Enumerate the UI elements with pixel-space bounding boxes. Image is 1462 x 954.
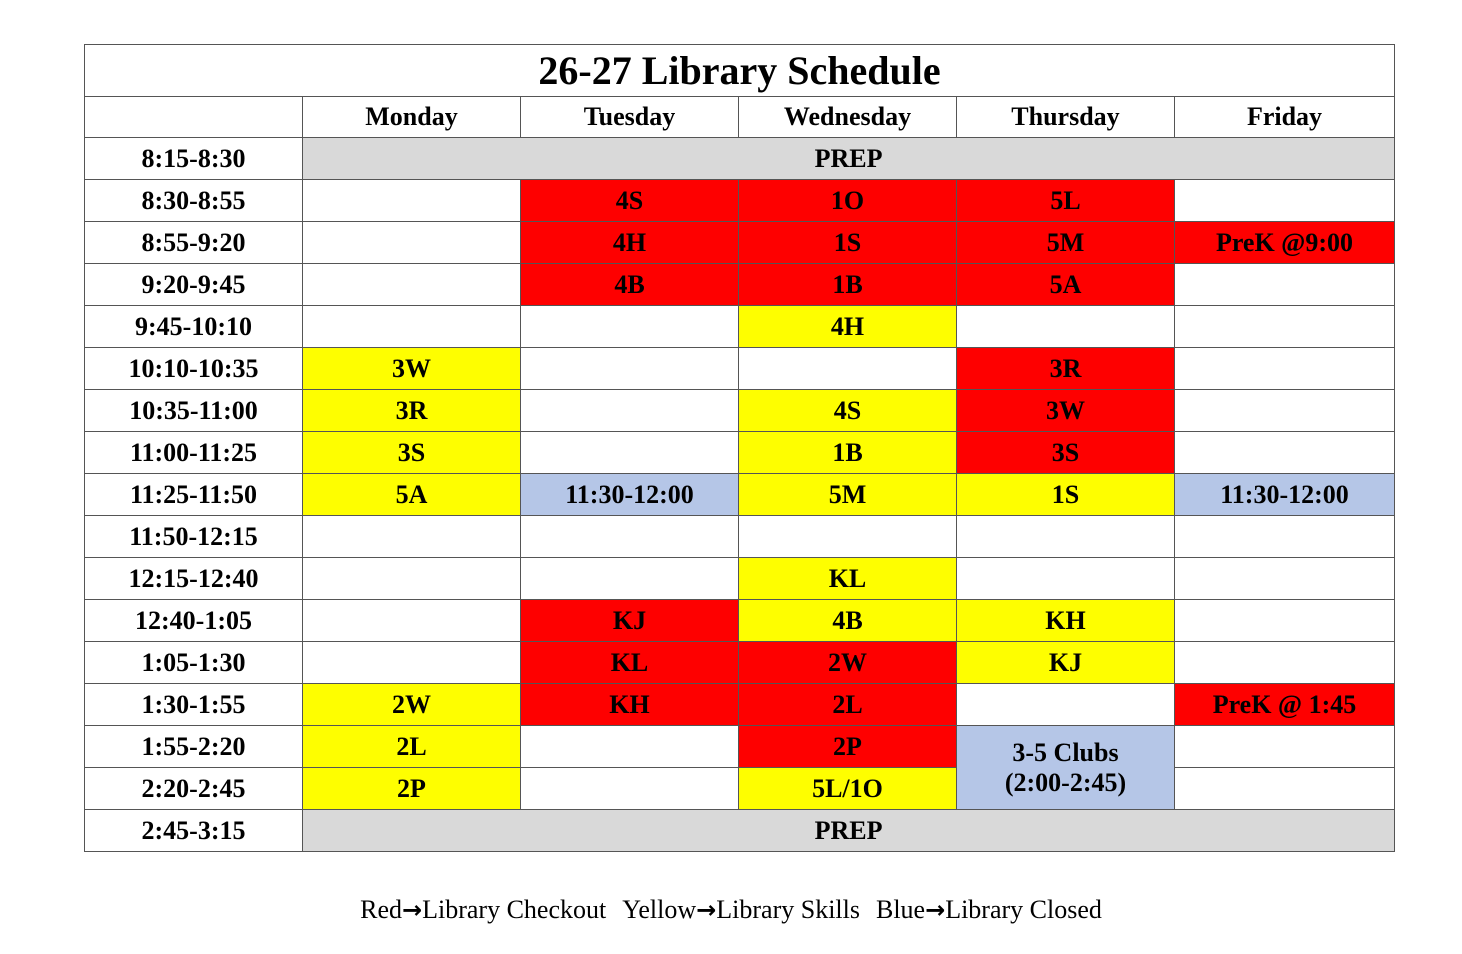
empty-cell (1175, 390, 1395, 432)
class-cell: KJ (521, 600, 739, 642)
schedule-row (85, 810, 1395, 852)
class-cell: 3R (957, 348, 1175, 390)
empty-cell (521, 432, 739, 474)
empty-cell (1175, 726, 1395, 768)
corner-cell (85, 97, 303, 138)
page-title: 26-27 Library Schedule (85, 45, 1395, 97)
day-header-thursday: Thursday (957, 97, 1175, 138)
legend-color-word: Red (360, 895, 402, 924)
empty-cell (1175, 432, 1395, 474)
right-arrow-icon: → (402, 896, 423, 924)
empty-cell (303, 516, 521, 558)
class-cell: PreK @9:00 (1175, 222, 1395, 264)
empty-cell (1175, 768, 1395, 810)
class-cell: 4H (521, 222, 739, 264)
class-cell: 2P (739, 726, 957, 768)
right-arrow-icon: → (925, 896, 946, 924)
empty-cell (957, 306, 1175, 348)
schedule-row (85, 558, 1395, 600)
empty-cell (1175, 264, 1395, 306)
class-cell: KH (957, 600, 1175, 642)
schedule-row (85, 138, 1395, 180)
time-slot-label: 2:45-3:15 (85, 810, 303, 852)
time-slot-label: 2:20-2:45 (85, 768, 303, 810)
class-cell: KL (739, 558, 957, 600)
time-slot-label: 11:00-11:25 (85, 432, 303, 474)
time-slot-label: 8:30-8:55 (85, 180, 303, 222)
schedule-row (85, 474, 1395, 516)
schedule-row (85, 222, 1395, 264)
empty-cell (303, 642, 521, 684)
class-cell: 3-5 Clubs (2:00-2:45) (957, 726, 1175, 810)
time-slot-label: 1:55-2:20 (85, 726, 303, 768)
empty-cell (957, 516, 1175, 558)
schedule-row (85, 726, 1395, 768)
time-slot-label: 10:10-10:35 (85, 348, 303, 390)
day-header-tuesday: Tuesday (521, 97, 739, 138)
class-cell: 5A (303, 474, 521, 516)
empty-cell (1175, 642, 1395, 684)
day-header-wednesday: Wednesday (739, 97, 957, 138)
time-slot-label: 11:50-12:15 (85, 516, 303, 558)
class-cell: 4H (739, 306, 957, 348)
empty-cell (303, 180, 521, 222)
time-slot-label: 12:15-12:40 (85, 558, 303, 600)
class-cell: PreK @ 1:45 (1175, 684, 1395, 726)
class-cell: 4S (521, 180, 739, 222)
empty-cell (957, 684, 1175, 726)
empty-cell (739, 348, 957, 390)
empty-cell (521, 390, 739, 432)
class-cell: 5L (957, 180, 1175, 222)
legend-item (360, 895, 606, 924)
schedule-row (85, 432, 1395, 474)
empty-cell (303, 306, 521, 348)
class-cell: 11:30-12:00 (1175, 474, 1395, 516)
schedule-row (85, 306, 1395, 348)
class-cell: 3R (303, 390, 521, 432)
empty-cell (1175, 348, 1395, 390)
day-header-friday: Friday (1175, 97, 1395, 138)
empty-cell (521, 768, 739, 810)
legend-color-word: Blue (875, 895, 926, 924)
class-cell: 2L (739, 684, 957, 726)
legend-meaning: Library Checkout (422, 895, 607, 924)
schedule-row (85, 684, 1395, 726)
legend-meaning: Library Closed (945, 895, 1102, 924)
class-cell: 2W (303, 684, 521, 726)
class-cell: KJ (957, 642, 1175, 684)
color-legend (0, 895, 1462, 925)
time-slot-label: 10:35-11:00 (85, 390, 303, 432)
empty-cell (739, 516, 957, 558)
time-slot-label: 11:25-11:50 (85, 474, 303, 516)
schedule-row (85, 516, 1395, 558)
class-cell: 2L (303, 726, 521, 768)
time-slot-label: 1:05-1:30 (85, 642, 303, 684)
empty-cell (521, 558, 739, 600)
time-slot-label: 9:20-9:45 (85, 264, 303, 306)
schedule-table (84, 44, 1395, 852)
empty-cell (521, 348, 739, 390)
class-cell: 3S (957, 432, 1175, 474)
time-slot-label: 12:40-1:05 (85, 600, 303, 642)
class-cell: PREP (303, 138, 1395, 180)
empty-cell (521, 306, 739, 348)
class-cell: 2W (739, 642, 957, 684)
right-arrow-icon: → (696, 896, 717, 924)
schedule-row (85, 180, 1395, 222)
legend-item (622, 895, 860, 924)
legend-item (876, 895, 1102, 924)
time-slot-label: 8:55-9:20 (85, 222, 303, 264)
class-cell: 2P (303, 768, 521, 810)
empty-cell (521, 516, 739, 558)
schedule-row (85, 390, 1395, 432)
class-cell: 3S (303, 432, 521, 474)
schedule-row (85, 642, 1395, 684)
class-cell: 5A (957, 264, 1175, 306)
empty-cell (303, 264, 521, 306)
class-cell: 1S (739, 222, 957, 264)
class-cell: PREP (303, 810, 1395, 852)
empty-cell (303, 600, 521, 642)
schedule-row (85, 600, 1395, 642)
time-slot-label: 1:30-1:55 (85, 684, 303, 726)
class-cell: 5L/1O (739, 768, 957, 810)
legend-meaning: Library Skills (716, 895, 860, 924)
empty-cell (1175, 516, 1395, 558)
empty-cell (521, 726, 739, 768)
class-cell: 5M (957, 222, 1175, 264)
empty-cell (303, 558, 521, 600)
class-cell: 11:30-12:00 (521, 474, 739, 516)
class-cell: 3W (303, 348, 521, 390)
time-slot-label: 9:45-10:10 (85, 306, 303, 348)
class-cell: 4B (739, 600, 957, 642)
schedule-row (85, 768, 1395, 810)
empty-cell (1175, 180, 1395, 222)
class-cell: 4S (739, 390, 957, 432)
class-cell: KH (521, 684, 739, 726)
legend-color-word: Yellow (622, 895, 697, 924)
class-cell: 1B (739, 264, 957, 306)
class-cell: 3W (957, 390, 1175, 432)
day-header-monday: Monday (303, 97, 521, 138)
empty-cell (1175, 558, 1395, 600)
empty-cell (1175, 306, 1395, 348)
class-cell: 1S (957, 474, 1175, 516)
day-header-row (85, 97, 1395, 138)
class-cell: 4B (521, 264, 739, 306)
class-cell: 1O (739, 180, 957, 222)
empty-cell (957, 558, 1175, 600)
empty-cell (303, 222, 521, 264)
empty-cell (1175, 600, 1395, 642)
time-slot-label: 8:15-8:30 (85, 138, 303, 180)
class-cell: 1B (739, 432, 957, 474)
schedule-row (85, 264, 1395, 306)
class-cell: KL (521, 642, 739, 684)
schedule-row (85, 348, 1395, 390)
class-cell: 5M (739, 474, 957, 516)
